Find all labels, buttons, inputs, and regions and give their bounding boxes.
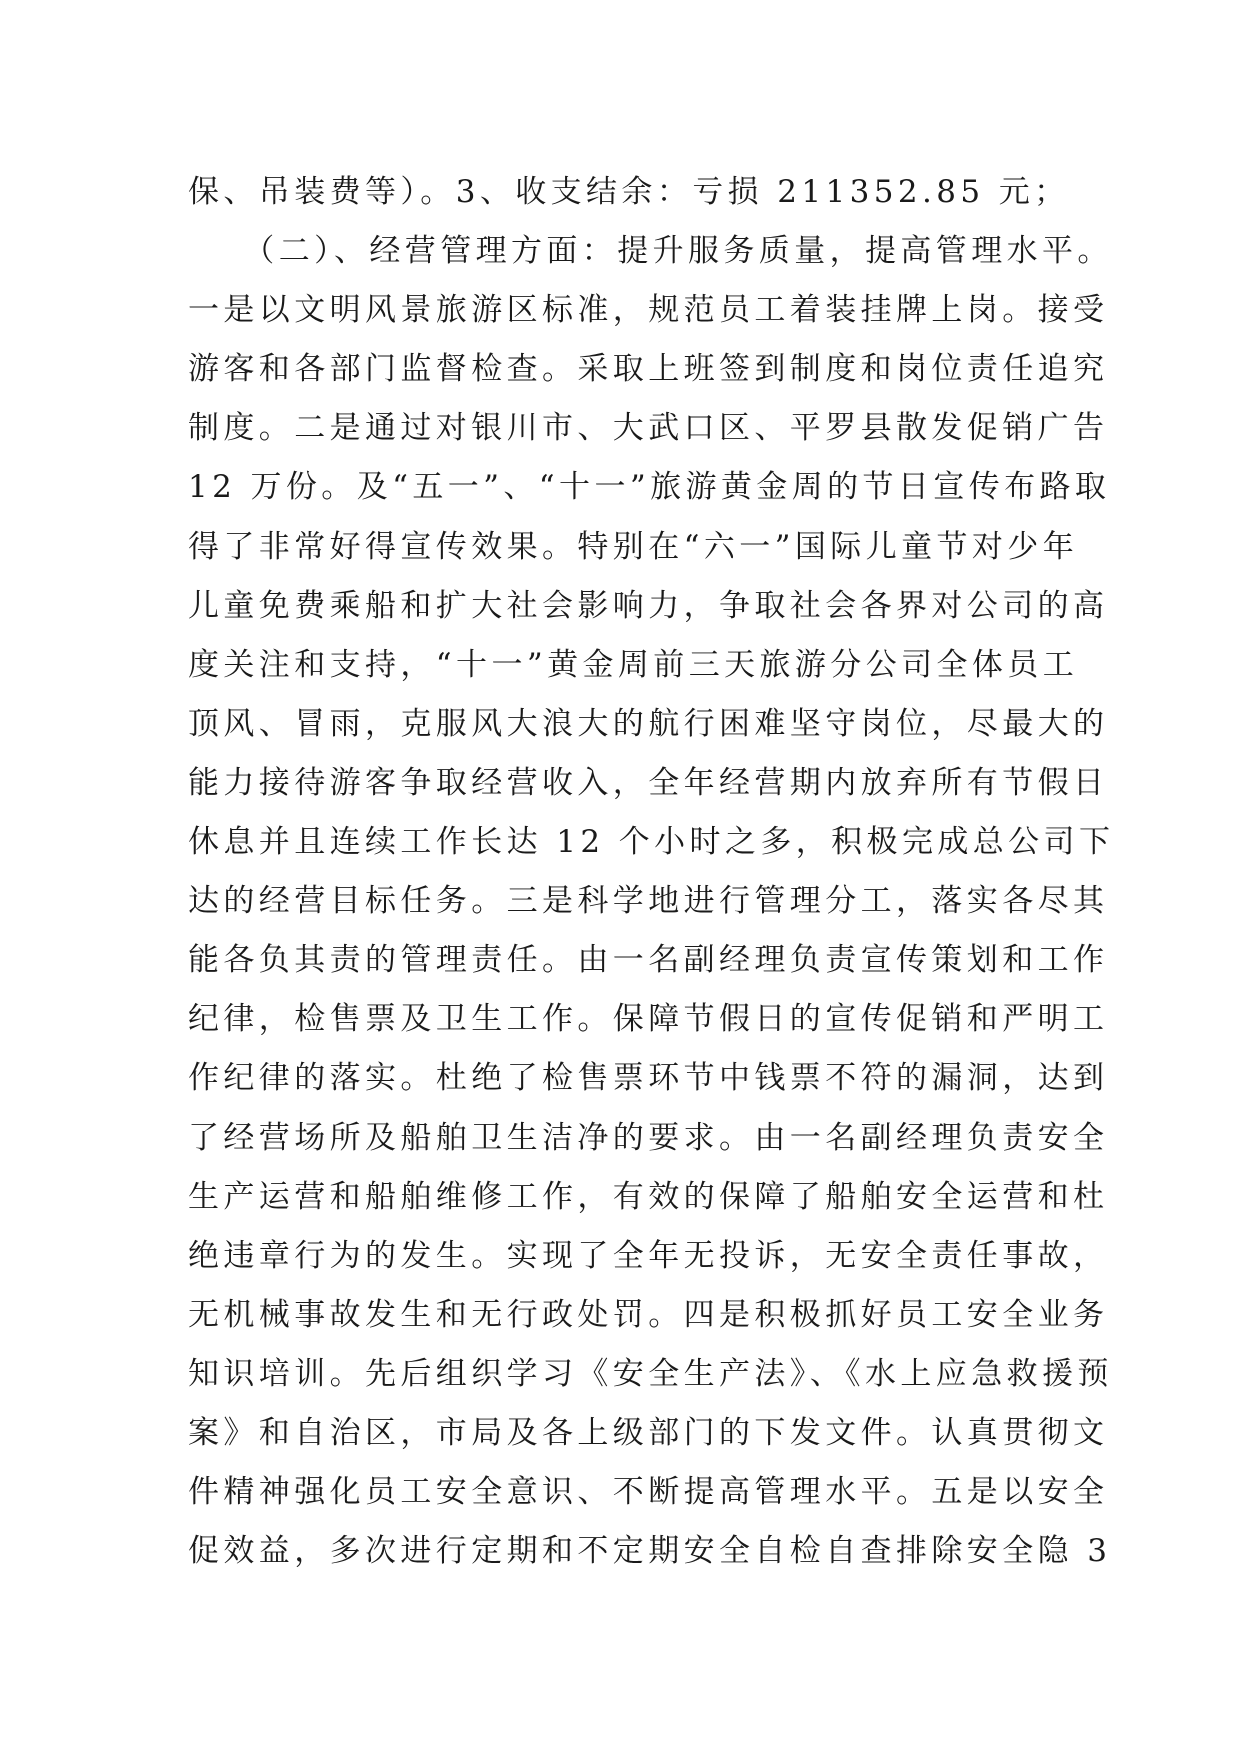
text-line: 儿童免费乘船和扩大社会影响力，争取社会各界对公司的高 [188, 587, 1109, 624]
text-line: 达的经营目标任务。三是科学地进行管理分工，落实各尽其 [188, 883, 1109, 920]
text-line: 12 万份。及“五一”、“十一”旅游黄金周的节日宣传布路取 [188, 469, 1111, 506]
text-line: 一是以文明风景旅游区标准，规范员工着装挂牌上岗。接受 [188, 292, 1109, 329]
text-line: 游客和各部门监督检查。采取上班签到制度和岗位责任追究 [188, 351, 1109, 388]
text-line: （二）、经营管理方面：提升服务质量，提高管理水平。 [188, 233, 1113, 270]
text-line: 促效益，多次进行定期和不定期安全自检自查排除安全隐 3 [188, 1533, 1112, 1570]
text-line: 保、吊装费等）。3、收支结余：亏损 211352.85 元； [188, 174, 1070, 210]
text-line: 能各负其责的管理责任。由一名副经理负责宣传策划和工作 [188, 942, 1109, 979]
text-line: 绝违章行为的发生。实现了全年无投诉，无安全责任事故， [188, 1237, 1109, 1274]
text-line: 作纪律的落实。杜绝了检售票环节中钱票不符的漏洞，达到 [188, 1060, 1109, 1097]
text-line: 了经营场所及船舶卫生洁净的要求。由一名副经理负责安全 [188, 1119, 1109, 1156]
text-line: 顶风、冒雨，克服风大浪大的航行困难坚守岗位，尽最大的 [188, 705, 1109, 742]
text-line: 制度。二是通过对银川市、大武口区、平罗县散发促销广告 [188, 410, 1109, 447]
text-line: 得了非常好得宣传效果。特别在“六一”国际儿童节对少年 [188, 528, 1079, 565]
text-line: 休息并且连续工作长达 12 个小时之多，积极完成总公司下 [188, 824, 1115, 861]
text-line: 度关注和支持，“十一”黄金周前三天旅游分公司全体员工 [188, 646, 1079, 683]
text-line: 知识培训。先后组织学习《安全生产法》、《水上应急救援预 [188, 1355, 1113, 1392]
text-line: 无机械事故发生和无行政处罚。四是积极抓好员工安全业务 [188, 1296, 1109, 1333]
text-line: 纪律，检售票及卫生工作。保障节假日的宣传促销和严明工 [188, 1001, 1109, 1038]
text-line: 件精神强化员工安全意识、不断提高管理水平。五是以安全 [188, 1474, 1109, 1511]
text-line: 生产运营和船舶维修工作，有效的保障了船舶安全运营和杜 [188, 1178, 1109, 1215]
text-line: 案》和自治区，市局及各上级部门的下发文件。认真贯彻文 [188, 1414, 1109, 1451]
text-line: 能力接待游客争取经营收入，全年经营期内放弃所有节假日 [188, 764, 1109, 801]
body-text [188, 163, 1115, 1581]
